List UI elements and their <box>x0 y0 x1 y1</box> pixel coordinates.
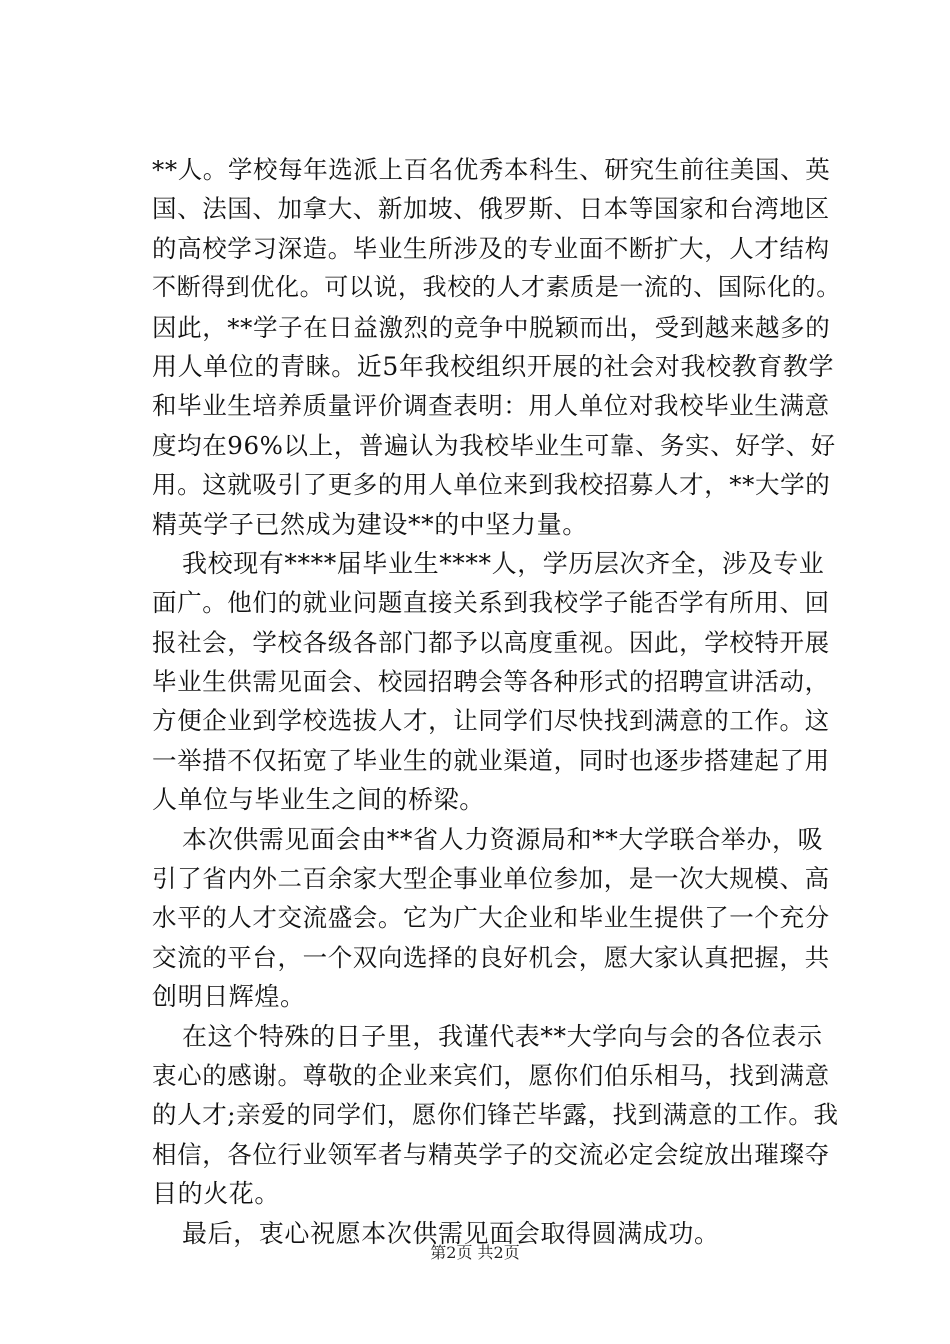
text-line: 水平的人才交流盛会。它为广大企业和毕业生提供了一个充分 <box>152 903 830 933</box>
text-line: 不断得到优化。可以说，我校的人才素质是一流的、国际化的。 <box>152 273 841 302</box>
paragraph-start-line: 最后，衷心祝愿本次供需见面会取得圆满成功。 <box>182 1218 720 1248</box>
text-line: 用。这就吸引了更多的用人单位来到我校招募人才，**大学的 <box>152 470 831 500</box>
text-line: 度均在96%以上，普遍认为我校毕业生可靠、务实、好学、好 <box>152 430 836 460</box>
text-line: 目的火花。 <box>152 1179 281 1209</box>
text-line: 相信，各位行业领军者与精英学子的交流必定会绽放出璀璨夺 <box>152 1139 830 1169</box>
text-line: 的人才;亲爱的同学们，愿你们锋芒毕露，找到满意的工作。我 <box>152 1100 839 1130</box>
text-line: 因此，**学子在日益激烈的竞争中脱颖而出，受到越来越多的 <box>152 312 831 342</box>
body-text <box>152 150 842 1253</box>
text-line: 用人单位的青睐。近5年我校组织开展的社会对我校教育教学 <box>152 351 835 381</box>
text-line: 面广。他们的就业问题直接关系到我校学子能否学有所用、回 <box>152 588 830 618</box>
text-line: **人。学校每年选派上百名优秀本科生、研究生前往美国、英 <box>152 155 831 184</box>
text-line: 一举措不仅拓宽了毕业生的就业渠道，同时也逐步搭建起了用 <box>152 745 830 775</box>
page-number-label: 第2页 共2页 <box>430 1243 520 1262</box>
text-line: 国、法国、加拿大、新加坡、俄罗斯、日本等国家和台湾地区 <box>152 194 830 224</box>
text-line: 的高校学习深造。毕业生所涉及的专业面不断扩大，人才结构 <box>152 233 830 263</box>
page-footer <box>0 1242 950 1264</box>
text-line: 交流的平台，一个双向选择的良好机会，愿大家认真把握，共 <box>152 942 830 972</box>
text-line: 人单位与毕业生之间的桥梁。 <box>152 785 485 815</box>
text-line: 创明日辉煌。 <box>152 982 306 1012</box>
text-line: 精英学子已然成为建设**的中坚力量。 <box>152 509 588 539</box>
text-line: 引了省内外二百余家大型企事业单位参加，是一次大规模、高 <box>152 864 830 894</box>
text-line: 衷心的感谢。尊敬的企业来宾们，愿你们伯乐相马，找到满意 <box>152 1060 830 1090</box>
text-line: 报社会，学校各级各部门都予以高度重视。因此，学校特开展 <box>152 627 830 657</box>
paragraph-start-line: 我校现有****届毕业生****人，学历层次齐全，涉及专业 <box>182 548 825 578</box>
paragraph-start-line: 在这个特殊的日子里，我谨代表**大学向与会的各位表示 <box>182 1021 823 1051</box>
text-line: 和毕业生培养质量评价调查表明：用人单位对我校毕业生满意 <box>152 391 830 421</box>
text-line: 方便企业到学校选拔人才，让同学们尽快找到满意的工作。这 <box>152 706 830 736</box>
paragraph-start-line: 本次供需见面会由**省人力资源局和**大学联合举办，吸 <box>182 824 824 854</box>
text-line: 毕业生供需见面会、校园招聘会等各种形式的招聘宣讲活动， <box>152 667 830 697</box>
